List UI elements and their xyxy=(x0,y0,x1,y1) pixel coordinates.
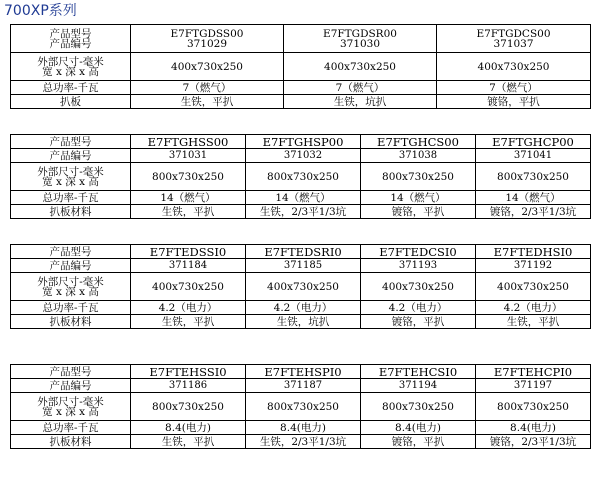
table-row xyxy=(11,81,591,95)
table-row xyxy=(11,365,591,379)
power-label: 总功率-千瓦 xyxy=(11,81,131,95)
plate-cell: 生铁，坑扒 xyxy=(246,315,361,329)
product-code: 371032 xyxy=(246,149,361,163)
power-cell: 14（燃气） xyxy=(361,191,476,205)
product-code: 371184 xyxy=(131,259,246,273)
power-cell: 4.2（电力） xyxy=(361,301,476,315)
plate-label: 扒板 xyxy=(11,95,131,109)
table-row xyxy=(11,135,591,149)
model-number: E7FTGDSR00 xyxy=(323,27,397,40)
dims-label xyxy=(11,393,131,421)
model-label: 产品型号 xyxy=(11,245,131,259)
dims-label xyxy=(11,53,131,81)
dims-label-line1: 外部尺寸-毫米 xyxy=(37,275,104,288)
product-code: 371030 xyxy=(339,37,381,50)
spec-table-2 xyxy=(10,134,591,219)
model-label: 产品型号 xyxy=(11,135,131,149)
dims-cell: 400x730x250 xyxy=(476,273,591,301)
power-cell: 8.4(电力) xyxy=(246,421,361,435)
power-cell: 4.2（电力） xyxy=(131,301,246,315)
product-code: 371186 xyxy=(131,379,246,393)
model-number: E7FTGDCS00 xyxy=(476,27,551,40)
plate-cell: 生铁，平扒 xyxy=(476,315,591,329)
model-number: E7FTEDHSI0 xyxy=(476,245,591,259)
power-cell: 8.4(电力) xyxy=(131,421,246,435)
spec-table-1 xyxy=(10,24,591,109)
product-code: 371185 xyxy=(246,259,361,273)
product-code: 371197 xyxy=(476,379,591,393)
model-number: E7FTGHSP00 xyxy=(246,135,361,149)
code-label: 产品编号 xyxy=(11,379,131,393)
dims-cell: 800x730x250 xyxy=(361,393,476,421)
dims-cell: 400x730x250 xyxy=(246,273,361,301)
power-cell: 4.2（电力） xyxy=(476,301,591,315)
power-cell: 8.4(电力) xyxy=(361,421,476,435)
plate-cell: 镀铬，2/3平1/3坑 xyxy=(476,205,591,219)
dims-cell: 400x730x250 xyxy=(131,53,284,81)
model-number: E7FTGDSS00 xyxy=(170,27,244,40)
dims-label-line2: 宽 x 深 x 高 xyxy=(42,285,99,298)
plate-cell: 镀铬，平扒 xyxy=(361,205,476,219)
model-number: E7FTEHSPI0 xyxy=(246,365,361,379)
model-number: E7FTEDCSI0 xyxy=(361,245,476,259)
plate-cell: 生铁，平扒 xyxy=(131,315,246,329)
power-label: 总功率-千瓦 xyxy=(11,191,131,205)
power-cell: 14（燃气） xyxy=(476,191,591,205)
product-cell xyxy=(284,25,437,53)
model-number: E7FTEHCSI0 xyxy=(361,365,476,379)
table-row xyxy=(11,273,591,301)
dims-label-line2: 宽 x 深 x 高 xyxy=(42,65,99,78)
dims-cell: 400x730x250 xyxy=(284,53,437,81)
model-number: E7FTEDSSI0 xyxy=(131,245,246,259)
dims-cell: 400x730x250 xyxy=(437,53,591,81)
dims-label-line1: 外部尺寸-毫米 xyxy=(37,395,104,408)
table-row xyxy=(11,191,591,205)
model-number: E7FTGHCP00 xyxy=(476,135,591,149)
plate-cell: 生铁，2/3平1/3坑 xyxy=(246,205,361,219)
plate-material-label: 扒板材料 xyxy=(11,315,131,329)
table-row xyxy=(11,259,591,273)
model-label: 产品型号 xyxy=(49,27,92,40)
dims-cell: 800x730x250 xyxy=(246,393,361,421)
product-code: 371194 xyxy=(361,379,476,393)
plate-cell: 镀铬，2/3平1/3坑 xyxy=(476,435,591,449)
power-cell: 7（燃气） xyxy=(437,81,591,95)
product-code: 371192 xyxy=(476,259,591,273)
power-label: 总功率-千瓦 xyxy=(11,421,131,435)
code-label: 产品编号 xyxy=(49,37,92,50)
power-cell: 4.2（电力） xyxy=(246,301,361,315)
model-number: E7FTEHSSI0 xyxy=(131,365,246,379)
dims-cell: 800x730x250 xyxy=(476,163,591,191)
table-row xyxy=(11,163,591,191)
dims-cell: 800x730x250 xyxy=(361,163,476,191)
dims-label xyxy=(11,273,131,301)
table-row xyxy=(11,435,591,449)
product-code: 371187 xyxy=(246,379,361,393)
dims-label-line2: 宽 x 深 x 高 xyxy=(42,405,99,418)
table-row xyxy=(11,379,591,393)
table-row xyxy=(11,315,591,329)
product-code: 371037 xyxy=(493,37,534,50)
table-row xyxy=(11,393,591,421)
plate-cell: 镀铬，平扒 xyxy=(361,315,476,329)
code-label: 产品编号 xyxy=(11,259,131,273)
product-cell xyxy=(437,25,591,53)
table-row xyxy=(11,53,591,81)
spec-table-3 xyxy=(10,244,591,329)
model-number: E7FTEHCPI0 xyxy=(476,365,591,379)
table-row xyxy=(11,25,591,53)
power-cell: 7（燃气） xyxy=(131,81,284,95)
dims-label-line1: 外部尺寸-毫米 xyxy=(37,165,104,178)
plate-cell: 生铁，平扒 xyxy=(131,435,246,449)
table-row xyxy=(11,421,591,435)
dims-cell: 800x730x250 xyxy=(131,393,246,421)
plate-cell: 生铁，平扒 xyxy=(131,95,284,109)
plate-material-label: 扒板材料 xyxy=(11,205,131,219)
table-row xyxy=(11,205,591,219)
dims-cell: 400x730x250 xyxy=(131,273,246,301)
model-number: E7FTGHSS00 xyxy=(131,135,246,149)
product-code: 371193 xyxy=(361,259,476,273)
plate-cell: 镀铬，平扒 xyxy=(361,435,476,449)
dims-cell: 400x730x250 xyxy=(361,273,476,301)
table-row xyxy=(11,301,591,315)
table-row xyxy=(11,245,591,259)
table-row xyxy=(11,95,591,109)
power-cell: 7（燃气） xyxy=(284,81,437,95)
model-label: 产品型号 xyxy=(11,365,131,379)
power-cell: 8.4(电力) xyxy=(476,421,591,435)
dims-label-line2: 宽 x 深 x 高 xyxy=(42,175,99,188)
dims-cell: 800x730x250 xyxy=(246,163,361,191)
plate-cell: 镀铬，平扒 xyxy=(437,95,591,109)
product-code: 371041 xyxy=(476,149,591,163)
model-code-label xyxy=(11,25,131,53)
product-cell xyxy=(131,25,284,53)
dims-cell: 800x730x250 xyxy=(476,393,591,421)
product-code: 371029 xyxy=(186,37,228,50)
plate-cell: 生铁，平扒 xyxy=(131,205,246,219)
product-code: 371031 xyxy=(131,149,246,163)
plate-cell: 生铁，2/3平1/3坑 xyxy=(246,435,361,449)
spec-table-4 xyxy=(10,364,591,449)
power-cell: 14（燃气） xyxy=(131,191,246,205)
plate-cell: 生铁，坑扒 xyxy=(284,95,437,109)
model-number: E7FTEDSRI0 xyxy=(246,245,361,259)
table-row xyxy=(11,149,591,163)
code-label: 产品编号 xyxy=(11,149,131,163)
plate-material-label: 扒板材料 xyxy=(11,435,131,449)
dims-cell: 800x730x250 xyxy=(131,163,246,191)
power-cell: 14（燃气） xyxy=(246,191,361,205)
model-number: E7FTGHCS00 xyxy=(361,135,476,149)
dims-label xyxy=(11,163,131,191)
dims-label-line1: 外部尺寸-毫米 xyxy=(37,55,104,68)
product-code: 371038 xyxy=(361,149,476,163)
power-label: 总功率-千瓦 xyxy=(11,301,131,315)
page-title: 700XP系列 xyxy=(4,3,77,19)
